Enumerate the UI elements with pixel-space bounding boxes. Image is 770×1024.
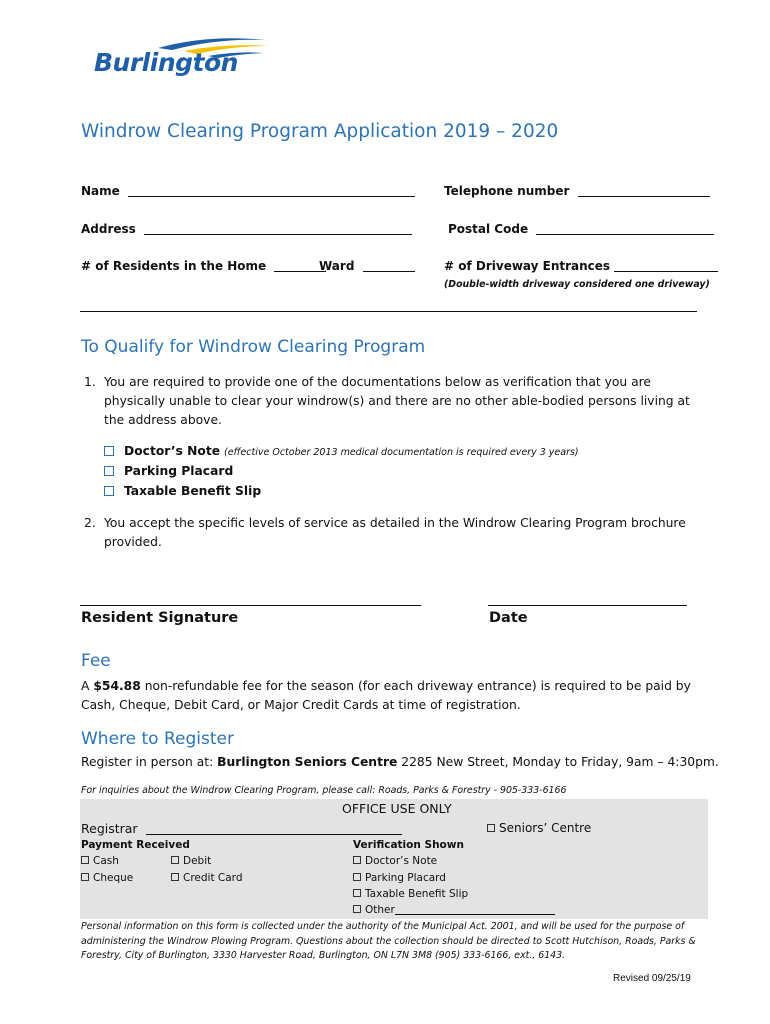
checkbox-icon[interactable]: [104, 486, 114, 496]
option-label: Doctor’s Note: [124, 444, 221, 458]
fee-prefix: A: [81, 679, 94, 693]
burlington-logo: [88, 34, 278, 90]
payment-label: Credit Card: [183, 872, 243, 884]
payment-cheque[interactable]: [81, 872, 133, 884]
seniors-centre-option[interactable]: [487, 821, 591, 835]
payment-label: Debit: [183, 855, 212, 867]
checkbox-icon[interactable]: [353, 889, 361, 897]
driveway-note: (Double-width driveway considered one driveway): [444, 279, 710, 290]
name-field[interactable]: [81, 184, 415, 198]
residents-label: # of Residents in the Home: [81, 259, 267, 273]
checkbox-icon[interactable]: [353, 856, 361, 864]
verification-label: Parking Placard: [365, 872, 446, 884]
telephone-line: [578, 185, 710, 197]
logo-text: Burlington: [94, 48, 238, 77]
verification-label: Taxable Benefit Slip: [365, 888, 469, 900]
address-field[interactable]: [81, 222, 412, 236]
checkbox-icon[interactable]: [353, 873, 361, 881]
register-heading: Where to Register: [81, 729, 234, 749]
payment-label: Cheque: [93, 872, 134, 884]
checkbox-icon[interactable]: [104, 446, 114, 456]
seniors-centre-label: Seniors’ Centre: [499, 821, 592, 835]
option-label: Parking Placard: [124, 464, 234, 478]
verification-label: Other: [365, 904, 395, 916]
inquiries-note: For inquiries about the Windrow Clearing Program, please call: Roads, Parks & Forestry - 905-333-6166: [81, 785, 567, 796]
payment-label: Cash: [93, 855, 119, 867]
verification-options: [104, 444, 579, 504]
option-doctors-note[interactable]: [104, 444, 579, 464]
office-use-panel: [80, 799, 708, 919]
item1-text: You are required to provide one of the documentations below as verification that you are physically unable to clear your windrow(s) and there are no other able-bodied persons living at the address above.: [104, 375, 690, 427]
register-text: [81, 753, 719, 772]
item1-number: 1.: [84, 375, 96, 389]
checkbox-icon[interactable]: [81, 873, 89, 881]
address-line: [144, 223, 412, 235]
payment-debit[interactable]: [171, 855, 211, 867]
fee-description: non-refundable fee for the season (for each driveway entrance) is required to be paid by Cash, Cheque, Debit Card, or Major Credit Cards at time of registration.: [81, 679, 691, 712]
date-label: Date: [489, 610, 528, 626]
payment-credit-card[interactable]: [171, 872, 242, 884]
ward-line: [363, 260, 415, 272]
verification-taxable-benefit-slip[interactable]: [353, 888, 468, 900]
checkbox-icon[interactable]: [353, 905, 361, 913]
item2-number: 2.: [84, 516, 96, 530]
telephone-label: Telephone number: [444, 184, 570, 198]
privacy-notice: Personal information on this form is collected under the authority of the Municipal Act. 2001, and will be used for the purpose of administering the Windrow Plowing Program. Questions about the collection should be directed to Scott Hutchison, Roads, Parks & Forestry, City of Burlington, 3330 Harvester Road, Burlington, ON L7N 3M8 (905) 333-6166, ext., 6143.: [81, 921, 696, 961]
verification-other[interactable]: [353, 904, 555, 916]
verification-label: Doctor’s Note: [365, 855, 438, 867]
fee-amount: $54.88: [93, 679, 141, 693]
payment-heading: Payment Received: [81, 839, 190, 851]
date-line[interactable]: [488, 605, 687, 606]
postal-code-label: Postal Code: [448, 222, 529, 236]
register-details: 2285 New Street, Monday to Friday, 9am – 4:30pm.: [397, 755, 719, 769]
page-title: Windrow Clearing Program Application 2019 – 2020: [81, 121, 559, 142]
register-prefix: Register in person at:: [81, 755, 218, 769]
item2-text: You accept the specific levels of service as detailed in the Windrow Clearing Program brochure provided.: [104, 516, 686, 549]
verification-heading: Verification Shown: [353, 839, 464, 851]
registrar-field[interactable]: [81, 821, 402, 836]
option-parking-placard[interactable]: [104, 464, 579, 484]
fee-text: [81, 677, 701, 715]
registrar-line: [146, 823, 402, 835]
qualify-heading: To Qualify for Windrow Clearing Program: [81, 337, 426, 357]
verification-parking-placard[interactable]: [353, 872, 446, 884]
address-label: Address: [81, 222, 136, 236]
driveway-label: # of Driveway Entrances: [444, 259, 611, 273]
name-label: Name: [81, 184, 120, 198]
registrar-label: Registrar: [81, 821, 138, 836]
resident-signature-label: Resident Signature: [81, 610, 239, 626]
driveway-line: [614, 260, 718, 272]
name-line: [128, 185, 415, 197]
signature-line[interactable]: [80, 605, 421, 606]
driveway-field[interactable]: [444, 259, 718, 273]
postal-code-field[interactable]: [448, 222, 714, 236]
ward-label: Ward: [319, 259, 355, 273]
fee-heading: Fee: [81, 651, 111, 671]
option-label: Taxable Benefit Slip: [124, 484, 262, 498]
checkbox-icon[interactable]: [81, 856, 89, 864]
checkbox-icon[interactable]: [171, 873, 179, 881]
section-divider: [80, 311, 697, 312]
checkbox-icon[interactable]: [104, 466, 114, 476]
office-heading: OFFICE USE ONLY: [342, 801, 452, 816]
checkbox-icon[interactable]: [171, 856, 179, 864]
payment-cash[interactable]: [81, 855, 119, 867]
residents-field[interactable]: [81, 259, 326, 273]
ward-field[interactable]: [319, 259, 415, 273]
other-line: [395, 905, 555, 915]
postal-code-line: [536, 223, 714, 235]
option-taxable-benefit-slip[interactable]: [104, 484, 579, 504]
verification-doctors-note[interactable]: [353, 855, 437, 867]
option-note: (effective October 2013 medical documentation is required every 3 years): [224, 447, 579, 458]
revised-date: Revised 09/25/19: [613, 973, 691, 984]
register-place: Burlington Seniors Centre: [217, 755, 398, 769]
checkbox-icon[interactable]: [487, 824, 495, 832]
telephone-field[interactable]: [444, 184, 710, 198]
